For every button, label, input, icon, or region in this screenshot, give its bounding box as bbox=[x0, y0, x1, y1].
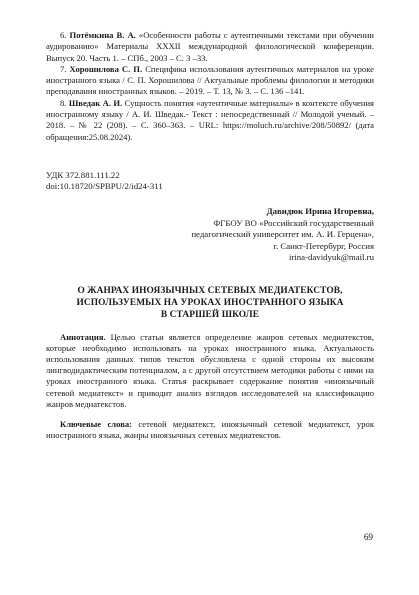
abstract bbox=[46, 332, 374, 410]
article-title-line3: В СТАРШЕЙ ШКОЛЕ bbox=[160, 310, 260, 321]
page-number: 69 bbox=[363, 532, 373, 542]
reference-item bbox=[46, 64, 374, 98]
reference-text: Специфика использования аутентичных материалов на уроке иностранного языка / С. П. Хорошилова // Актуальные проблемы филологии и методики преподавания иностранных языков. – 2019. – Т. 13, № 3. – С. 136 –141. bbox=[46, 63, 374, 97]
udk-code: УДК 372.881.111.22 bbox=[46, 169, 120, 180]
document-page bbox=[46, 30, 374, 450]
doi-code: doi:10.18720/SPBPU/2/id24-311 bbox=[46, 181, 163, 192]
author-affiliation-line2: педагогический университет им. А. И. Герцена», bbox=[191, 229, 374, 240]
reference-number: 8. bbox=[60, 97, 67, 108]
keywords-label: Ключевые слова: bbox=[60, 418, 132, 429]
reference-item bbox=[46, 98, 374, 143]
reference-item bbox=[46, 30, 374, 64]
article-title-line1: О ЖАНРАХ ИНОЯЗЫЧНЫХ СЕТЕВЫХ МЕДИАТЕКСТОВ, bbox=[77, 285, 343, 296]
keywords-text: сетевой медиатекст, иноязычный сетевой медиатекст, урок иностранного языка, жанры иноязычных сетевых медиатекстов. bbox=[46, 418, 374, 440]
article-title bbox=[46, 285, 374, 322]
reference-text: «Особенности работы с аутентичными текстами при обучении аудированию» Материалы XXXII международной филологической конференции. Выпуск 20. Часть 1. – СПб., 2003 – С. 3 –33. bbox=[46, 30, 374, 63]
author-city: г. Санкт-Петербург, Россия bbox=[273, 240, 374, 251]
abstract-label: Аннотация. bbox=[60, 331, 106, 342]
keywords bbox=[46, 419, 374, 441]
reference-number: 7. bbox=[60, 63, 67, 74]
article-identifiers bbox=[46, 170, 374, 193]
article-title-line2: ИСПОЛЬЗУЕМЫХ НА УРОКАХ ИНОСТРАННОГО ЯЗЫКА bbox=[76, 298, 344, 309]
abstract-text: Целью статьи является определение жанров сетевых медиатекстов, которые необходимо использовать на уроках иностранного языка. Актуальность использования данных типов текстов обусловлена с одной стороны их высоким лингводидактическим потенциалом, а с другой отсутствием методики работы с ними на уроках иностранного языка. Статья раскрывает содержание понятия «иноязычный сетевой медиатекст» и приводит анализ взглядов исследователей на классификацию жанров медиатекстов. bbox=[46, 331, 374, 409]
reference-text: Сущность понятия «аутентичные материалы» в контексте обучения иностранному языку / А. И. Шведак.- Текст : непосредственный // Молодой ученый. – 2018. – № 22 (208). – С. 360–363. – URL: https://moluch.ru/archive/208/50892/ (дата обращения:25.08.2024). bbox=[46, 97, 375, 142]
reference-list bbox=[46, 30, 374, 143]
reference-author: Хорошилова С. П. bbox=[69, 63, 143, 74]
author-email: irina-davidyuk@mail.ru bbox=[288, 252, 374, 263]
reference-author: Потёмкина В. А. bbox=[69, 30, 136, 40]
reference-author: Шведак А. И. bbox=[68, 97, 123, 108]
author-affiliation-line1: ФГБОУ ВО «Российский государственный bbox=[213, 217, 374, 228]
author-block bbox=[46, 206, 374, 264]
reference-number: 6. bbox=[60, 30, 67, 40]
author-name: Давидюк Ирина Игоревна, bbox=[266, 205, 374, 216]
